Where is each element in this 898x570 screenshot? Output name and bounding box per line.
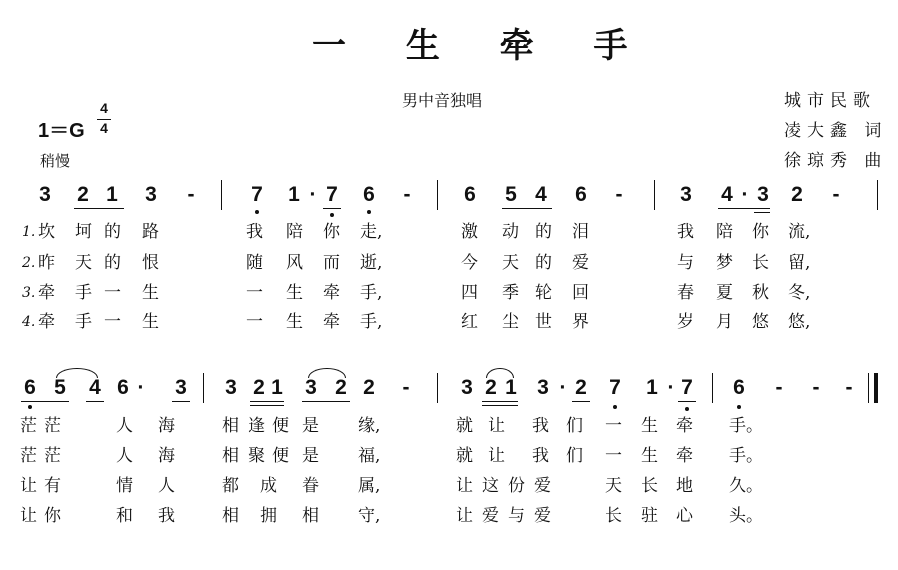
lyric-syllable: 我 (246, 222, 263, 242)
lyric-syllable: 的 (535, 222, 552, 242)
eighth-underline (21, 401, 69, 402)
lyric-syllable: 陪 (716, 222, 733, 242)
note: 1 (288, 183, 300, 206)
lyric-syllable: 夏 (716, 283, 733, 303)
barline (203, 373, 204, 403)
note: 3 (537, 376, 549, 399)
lyric-syllable: 让 (456, 506, 473, 526)
lyric-syllable: 眷 (302, 476, 319, 496)
note: 2 (575, 376, 587, 399)
lyric-syllable: 拥 (260, 506, 277, 526)
lyric-syllable: 守, (358, 506, 381, 526)
lyric-syllable: 一 (605, 446, 622, 466)
lyric-syllable: 你 (323, 222, 340, 242)
lyric-syllable: 们 (566, 416, 583, 436)
lyric-syllable: 地 (676, 476, 693, 496)
lyric-syllable: 路 (142, 222, 159, 242)
note: 4 (535, 183, 547, 206)
lyric-syllable: 长 (752, 253, 769, 273)
lyric-syllable: 手。 (729, 446, 763, 466)
lyric-syllable: 让 (488, 446, 505, 466)
lyric-line-v2 (0, 446, 898, 466)
note: 3 (757, 183, 769, 206)
barline (221, 180, 222, 210)
lyric-syllable: 相 (222, 506, 239, 526)
lyric-syllable: 今 (461, 253, 478, 273)
note: - (775, 376, 783, 399)
lyric-syllable: 驻 (641, 506, 658, 526)
lyric-syllable: 流, (788, 222, 811, 242)
lyric-syllable: 就 (456, 416, 473, 436)
lyric-syllable: 人 (116, 416, 133, 436)
low-octave-dot (613, 405, 617, 409)
lyric-syllable: 一 (104, 283, 121, 303)
lyric-syllable: 长 (641, 476, 658, 496)
lyric-syllable: 悠, (788, 312, 811, 332)
lyric-syllable: 逢 (248, 416, 265, 436)
lyric-syllable: 福, (358, 446, 381, 466)
note: 7 (681, 376, 693, 399)
low-octave-dot (685, 407, 689, 411)
lyric-syllable: 牵 (323, 283, 340, 303)
eighth-underline (572, 401, 590, 402)
eighth-underline (250, 401, 284, 402)
lyric-syllable: 头。 (729, 506, 763, 526)
lyric-syllable: 红 (461, 312, 478, 332)
lyric-line-v4 (0, 506, 898, 526)
lyric-syllable: 界 (572, 312, 589, 332)
note: 5 (54, 376, 66, 399)
note: 6 (464, 183, 476, 206)
low-octave-dot (28, 405, 32, 409)
lyric-syllable: 便 (272, 446, 289, 466)
lyric-syllable: 成 (260, 476, 277, 496)
note: 2 (77, 183, 89, 206)
lyric-syllable: 季 (502, 283, 519, 303)
lyric-syllable: 牵 (38, 312, 55, 332)
lyric-syllable: 风 (286, 253, 303, 273)
lyric-syllable: 走, (360, 222, 383, 242)
lyric-syllable: 牵 (676, 446, 693, 466)
note: - (832, 183, 840, 206)
lyric-syllable: 尘 (502, 312, 519, 332)
note: · (741, 183, 749, 206)
eighth-underline (74, 208, 124, 209)
lyric-syllable: 生 (641, 446, 658, 466)
eighth-underline (323, 208, 341, 209)
lyric-syllable: 手, (360, 312, 383, 332)
note: - (615, 183, 623, 206)
lyric-line-v3 (0, 283, 898, 303)
lyric-syllable: 秋 (752, 283, 769, 303)
lyric-syllable: 一 (246, 312, 263, 332)
barline (654, 180, 655, 210)
note: 3 (175, 376, 187, 399)
lyric-syllable: 相 (222, 446, 239, 466)
lyric-line-v1 (0, 416, 898, 436)
lyric-syllable: 爱 (572, 253, 589, 273)
note: 1 (646, 376, 658, 399)
note: 1 (271, 376, 283, 399)
lyric-syllable: 茫 (20, 416, 37, 436)
lyric-syllable: 我 (158, 506, 175, 526)
sixteenth-underline (754, 212, 770, 213)
lyric-syllable: 的 (535, 253, 552, 273)
lyric-syllable: 一 (246, 283, 263, 303)
lyric-syllable: 情 (116, 476, 133, 496)
time-sig-top: 4 (100, 100, 108, 116)
lyric-syllable: 岁 (677, 312, 694, 332)
note: 3 (461, 376, 473, 399)
lyric-syllable: 生 (286, 312, 303, 332)
note: 2 (363, 376, 375, 399)
lyric-syllable: 牵 (38, 283, 55, 303)
lyric-syllable: 悠 (752, 312, 769, 332)
lyric-syllable: 动 (502, 222, 519, 242)
final-barline-thin (868, 373, 869, 403)
lyric-syllable: 轮 (535, 283, 552, 303)
lyric-syllable: 这 (482, 476, 499, 496)
lyric-syllable: 茫 (44, 416, 61, 436)
lyric-syllable: 的 (104, 253, 121, 273)
lyric-syllable: 缘, (358, 416, 381, 436)
lyric-syllable: 让 (20, 506, 37, 526)
eighth-underline (502, 208, 552, 209)
note: - (845, 376, 853, 399)
lyric-syllable: 回 (572, 283, 589, 303)
lyric-syllable: 而 (323, 253, 340, 273)
low-octave-dot (330, 213, 334, 217)
lyric-syllable: 爱 (534, 506, 551, 526)
note: - (402, 376, 410, 399)
lyric-syllable: 爱 (482, 506, 499, 526)
barline (437, 180, 438, 210)
lyric-syllable: 世 (535, 312, 552, 332)
lyric-syllable: 的 (104, 222, 121, 242)
eighth-underline (482, 401, 518, 402)
lyric-syllable: 手 (75, 283, 92, 303)
note: 6 (363, 183, 375, 206)
note: 2 (485, 376, 497, 399)
note: 7 (326, 183, 338, 206)
lyric-syllable: 天 (605, 476, 622, 496)
lyric-syllable: 聚 (248, 446, 265, 466)
lyric-syllable: 生 (286, 283, 303, 303)
note: 3 (680, 183, 692, 206)
lyric-syllable: 生 (142, 283, 159, 303)
lyric-syllable: 生 (142, 312, 159, 332)
song-subtitle: 男中音独唱 (402, 91, 483, 110)
eighth-underline (302, 401, 350, 402)
lyric-syllable: 天 (75, 253, 92, 273)
lyric-syllable: 份 (508, 476, 525, 496)
time-sig-bottom: 4 (100, 120, 108, 136)
lyric-syllable: 梦 (716, 253, 733, 273)
key-signature: 1＝G (38, 120, 85, 142)
lyric-syllable: 人 (158, 476, 175, 496)
credit-source: 城市民歌 (784, 91, 876, 111)
lyric-syllable: 我 (677, 222, 694, 242)
note: - (187, 183, 195, 206)
note: 2 (335, 376, 347, 399)
lyric-syllable: 我 (532, 416, 549, 436)
lyric-syllable: 生 (641, 416, 658, 436)
note: 6 (24, 376, 36, 399)
note: 3 (305, 376, 317, 399)
note: 7 (251, 183, 263, 206)
note: 2 (791, 183, 803, 206)
low-octave-dot (255, 210, 259, 214)
lyric-syllable: 你 (44, 506, 61, 526)
note: · (667, 376, 675, 399)
lyric-syllable: 爱 (534, 476, 551, 496)
note: 6 (117, 376, 129, 399)
barline (712, 373, 713, 403)
lyric-syllable: 一 (605, 416, 622, 436)
verse-number: 1. (22, 224, 36, 240)
lyric-syllable: 你 (752, 222, 769, 242)
eighth-underline (86, 401, 104, 402)
low-octave-dot (367, 210, 371, 214)
lyric-syllable: 手 (75, 312, 92, 332)
tempo-marking: 稍慢 (40, 152, 71, 170)
lyric-syllable: 牵 (676, 416, 693, 436)
lyric-syllable: 一 (104, 312, 121, 332)
note: 1 (505, 376, 517, 399)
eighth-underline (172, 401, 190, 402)
note: 1 (106, 183, 118, 206)
lyric-syllable: 逝, (360, 253, 383, 273)
lyric-syllable: 手。 (729, 416, 763, 436)
note: 3 (145, 183, 157, 206)
lyric-syllable: 昨 (38, 253, 55, 273)
lyric-syllable: 与 (508, 506, 525, 526)
lyric-syllable: 泪 (572, 222, 589, 242)
lyric-syllable: 让 (20, 476, 37, 496)
lyric-syllable: 和 (116, 506, 133, 526)
lyric-line-v2 (0, 253, 898, 273)
lyric-syllable: 留, (788, 253, 811, 273)
note: - (403, 183, 411, 206)
lyric-syllable: 海 (158, 446, 175, 466)
lyric-syllable: 让 (456, 476, 473, 496)
barline (437, 373, 438, 403)
note: 6 (733, 376, 745, 399)
note: 4 (89, 376, 101, 399)
lyric-syllable: 属, (358, 476, 381, 496)
sixteenth-underline (482, 405, 518, 406)
lyric-syllable: 有 (44, 476, 61, 496)
lyric-syllable: 手, (360, 283, 383, 303)
lyric-syllable: 天 (502, 253, 519, 273)
note: 3 (39, 183, 51, 206)
lyric-syllable: 茫 (44, 446, 61, 466)
lyric-line-v1 (0, 222, 898, 242)
lyric-syllable: 人 (116, 446, 133, 466)
note: 4 (721, 183, 733, 206)
lyric-syllable: 随 (246, 253, 263, 273)
final-barline-thick (874, 373, 878, 403)
lyric-syllable: 冬, (788, 283, 811, 303)
lyric-syllable: 让 (488, 416, 505, 436)
lyric-syllable: 相 (222, 416, 239, 436)
verse-number: 4. (22, 314, 36, 330)
lyric-syllable: 心 (676, 506, 693, 526)
barline (877, 180, 878, 210)
lyric-syllable: 激 (461, 222, 478, 242)
lyric-syllable: 茫 (20, 446, 37, 466)
lyric-syllable: 们 (566, 446, 583, 466)
lyric-syllable: 陪 (286, 222, 303, 242)
tie-arc (486, 368, 514, 378)
lyric-syllable: 牵 (323, 312, 340, 332)
verse-number: 2. (22, 255, 36, 271)
lyric-syllable: 与 (677, 253, 694, 273)
song-title: 一 生 牵 手 (312, 26, 652, 66)
lyric-line-v3 (0, 476, 898, 496)
eighth-underline (678, 401, 696, 402)
lyric-syllable: 我 (532, 446, 549, 466)
credit-composer: 徐琼秀 曲 (784, 151, 888, 171)
note: 7 (609, 376, 621, 399)
lyric-syllable: 月 (716, 312, 733, 332)
lyric-line-v4 (0, 312, 898, 332)
low-octave-dot (737, 405, 741, 409)
note: - (812, 376, 820, 399)
lyric-syllable: 是 (302, 446, 319, 466)
note: · (559, 376, 567, 399)
note: 5 (505, 183, 517, 206)
note: 2 (253, 376, 265, 399)
sixteenth-underline (250, 405, 284, 406)
lyric-syllable: 春 (677, 283, 694, 303)
lyric-syllable: 四 (461, 283, 478, 303)
lyric-syllable: 相 (302, 506, 319, 526)
credit-lyricist: 凌大鑫 词 (784, 121, 888, 141)
lyric-syllable: 坷 (75, 222, 92, 242)
lyric-syllable: 久。 (729, 476, 763, 496)
lyric-syllable: 是 (302, 416, 319, 436)
verse-number: 3. (22, 285, 36, 301)
lyric-syllable: 坎 (38, 222, 55, 242)
note: · (309, 183, 317, 206)
note: · (137, 376, 145, 399)
note: 3 (225, 376, 237, 399)
lyric-syllable: 海 (158, 416, 175, 436)
note: 6 (575, 183, 587, 206)
lyric-syllable: 恨 (142, 253, 159, 273)
lyric-syllable: 长 (605, 506, 622, 526)
lyric-syllable: 都 (222, 476, 239, 496)
eighth-underline (718, 208, 770, 209)
lyric-syllable: 便 (272, 416, 289, 436)
lyric-syllable: 就 (456, 446, 473, 466)
